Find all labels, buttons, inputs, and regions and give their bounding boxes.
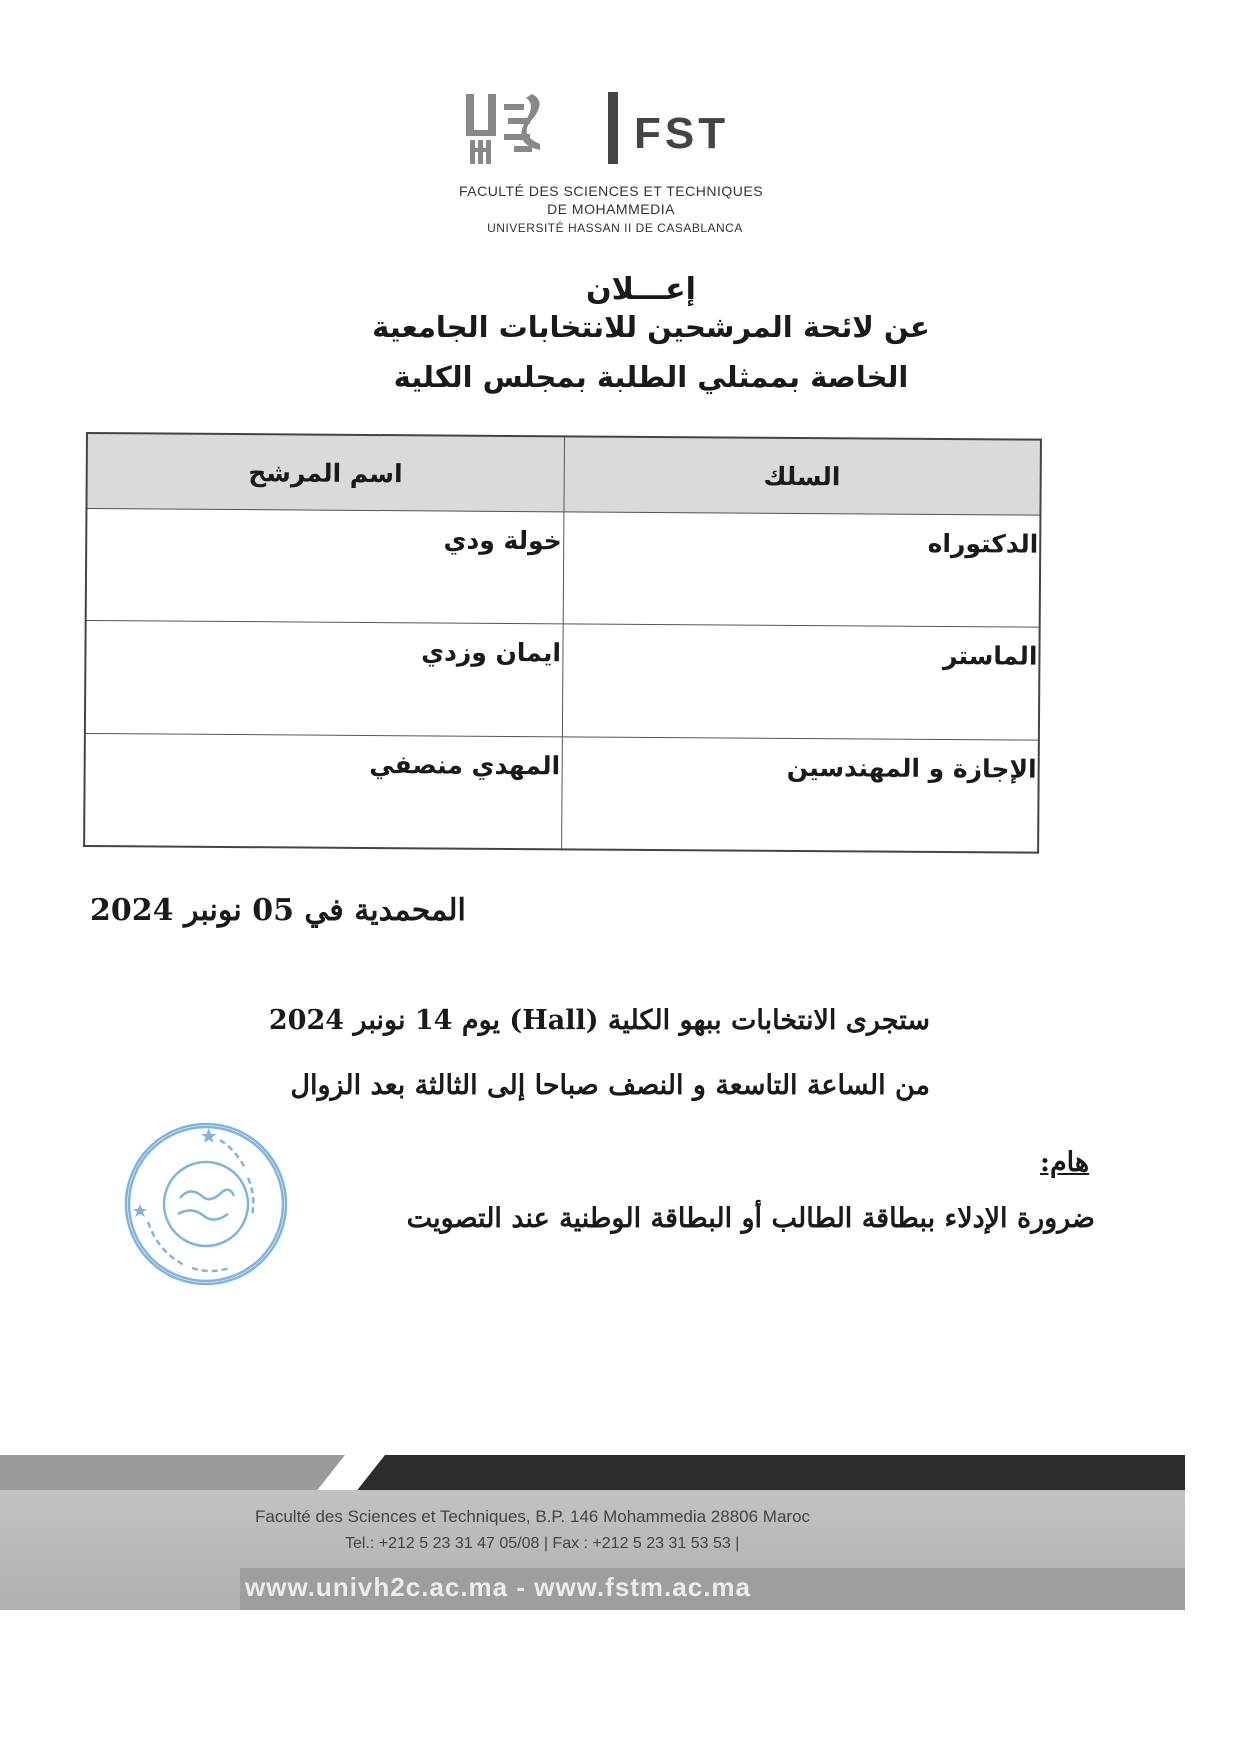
column-header-program: السلك [563, 436, 1041, 515]
important-note: ضرورة الإدلاء ببطاقة الطالب أو البطاقة الوطنية عند التصويت [406, 1203, 1095, 1234]
announcement-subtitle-1: عن لائحة المرشحين للانتخابات الجامعية [372, 310, 930, 344]
logo-text: FST [634, 109, 730, 158]
announcement-subtitle-2: الخاصة بممثلي الطلبة بمجلس الكلية [393, 360, 909, 394]
announcement-title: إعـــلان [586, 272, 696, 307]
candidate-cell: المهدي منصفي [84, 733, 562, 849]
important-label: هام: [1040, 1147, 1090, 1178]
program-cell: الإجازة و المهندسين [561, 736, 1039, 852]
table-row [84, 733, 1039, 853]
logo-divider [608, 92, 618, 164]
date-place: المحمدية في 05 نونبر 2024 [90, 893, 466, 928]
faculty-city: DE MOHAMMEDIA [547, 201, 675, 217]
election-hours: من الساعة التاسعة و النصف صباحا إلى الثالثة بعد الزوال [290, 1070, 930, 1101]
faculty-name: FACULTÉ DES SCIENCES ET TECHNIQUES [458, 183, 764, 199]
footer-decor-bar [0, 1455, 1185, 1493]
candidate-cell: ايمان وزدي [85, 621, 563, 737]
candidate-cell: خولة ودي [86, 509, 564, 625]
program-cell: الدكتوراه [563, 512, 1041, 628]
election-location-date: ستجرى الانتخابات ببهو الكلية (Hall) يوم 14 نونبر 2024 [268, 1005, 930, 1036]
footer-phone: Tel.: +212 5 23 31 47 05/08 | Fax : +212 5 23 31 53 53 | [345, 1535, 740, 1552]
footer-address: Faculté des Sciences et Techniques, B.P. 146 Mohammedia 28806 Maroc [255, 1507, 811, 1526]
table-header-row [86, 433, 1041, 515]
footer-websites: www.univh2c.ac.ma - www.fstm.ac.ma [245, 1572, 751, 1602]
university-name: UNIVERSITÉ HASSAN II DE CASABLANCA [487, 221, 743, 235]
table-row [86, 509, 1041, 628]
program-cell: الماستر [562, 624, 1040, 740]
candidates-table [83, 432, 1042, 854]
university-logo [466, 92, 756, 164]
official-stamp [120, 1118, 292, 1290]
table-row [85, 621, 1040, 740]
column-header-candidate: اسم المرشح [86, 433, 564, 512]
